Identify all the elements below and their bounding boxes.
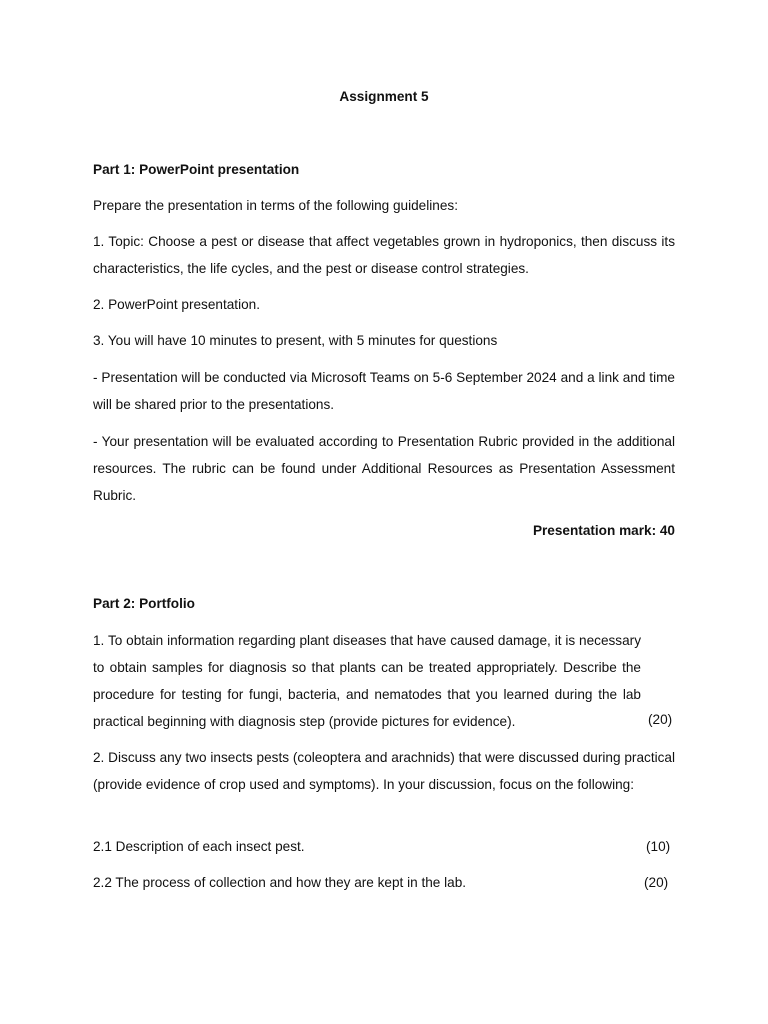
presentation-mark: Presentation mark: 40: [532, 523, 675, 538]
question-2-2-marks: (20): [644, 875, 669, 890]
part1-note-rubric: - Your presentation will be evaluated according to Presentation Rubric provided in the additional resources. The rubric can be found under Additional Resources as Presentation Assessment Rubric.: [93, 434, 675, 503]
part1-item-topic: 1. Topic: Choose a pest or disease that affect vegetables grown in hydroponics, then discuss its characteristics, the life cycles, and the pest or disease control strategies.: [93, 234, 675, 276]
question-1-marks: (20): [648, 712, 673, 727]
part1-intro: Prepare the presentation in terms of the following guidelines:: [93, 198, 458, 213]
part1-item-time: 3. You will have 10 minutes to present, with 5 minutes for questions: [93, 333, 498, 348]
document-page: [93, 0, 675, 1024]
question-2-1-text: 2.1 Description of each insect pest.: [93, 839, 305, 854]
question-2-1-marks: (10): [646, 839, 671, 854]
question-1-text: 1. To obtain information regarding plant diseases that have caused damage, it is necessary to obtain samples for diagnosis so that plants can be treated appropriately. Describe the procedure for testing for fungi, bacteria, and nematodes that you learned during the lab practical beginning with diagnosis step (provide pictures for evidence).: [93, 633, 641, 729]
question-2-2-text: 2.2 The process of collection and how they are kept in the lab.: [93, 875, 467, 890]
part1-item-format: 2. PowerPoint presentation.: [93, 297, 261, 312]
part1-note-teams: - Presentation will be conducted via Microsoft Teams on 5-6 September 2024 and a link and time will be shared prior to the presentations.: [93, 370, 675, 412]
question-2-text: 2. Discuss any two insects pests (coleoptera and arachnids) that were discussed during practical (provide evidence of crop used and symptoms). In your discussion, focus on the following:: [93, 750, 675, 792]
part1-heading: Part 1: PowerPoint presentation: [93, 162, 300, 177]
document-title: Assignment 5: [339, 89, 429, 104]
part2-heading: Part 2: Portfolio: [93, 596, 195, 611]
